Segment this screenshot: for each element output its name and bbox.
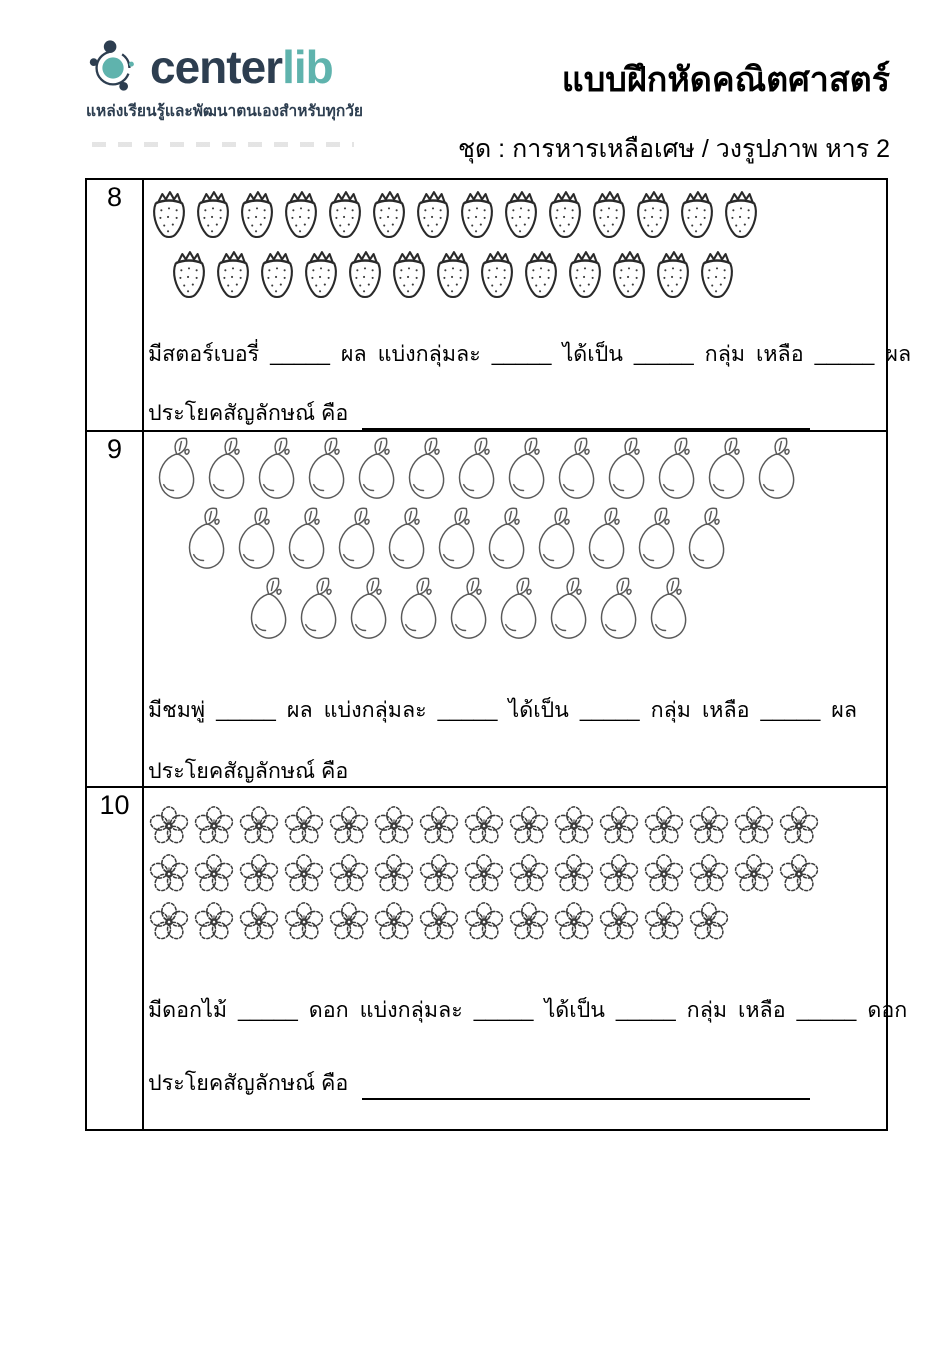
strawberry-icon [588,188,630,244]
problem-number: 8 [87,180,144,430]
strawberry-icon [168,248,210,304]
strawberry-icon [412,188,454,244]
chompoo-icon [152,435,199,503]
strawberry-icon [632,188,674,244]
chompoo-icon [594,575,641,643]
flower-icon [193,852,235,896]
chompoo-icon [232,505,279,573]
flower-icon [463,804,505,848]
strawberry-icon [676,188,718,244]
strawberry-icon [500,188,542,244]
flower-icon [193,804,235,848]
flower-icon [733,804,775,848]
centerlib-logo-icon [84,38,142,96]
strawberry-icon [212,248,254,304]
flower-icon [193,900,235,944]
chompoo-row [182,505,802,573]
flower-icon [733,852,775,896]
flower-icon [508,804,550,848]
strawberry-icon [476,248,518,304]
logo-wordmark [150,41,333,93]
flower-icon [328,804,370,848]
flower-icon [328,852,370,896]
flower-row [148,804,823,848]
flower-icon [598,804,640,848]
chompoo-icon-grid [152,435,802,645]
symbol-label: ประโยคสัญลักษณ์ คือ [148,401,349,425]
problem-10-sentence: มีดอกไม้ _____ ดอก แบ่งกลุ่มละ _____ ได้เป็น _____ กลุ่ม เหลือ _____ ดอก [148,998,908,1022]
flower-icon [688,804,730,848]
strawberry-icon [456,188,498,244]
problem-number: 10 [87,788,144,1129]
problem-row-8 [87,180,912,432]
chompoo-icon [244,575,291,643]
flower-icon [643,900,685,944]
flower-icon [418,900,460,944]
strawberry-icon [388,248,430,304]
flower-icon [643,852,685,896]
chompoo-row [244,575,802,643]
chompoo-icon [182,505,229,573]
chompoo-icon [252,435,299,503]
strawberry-row [168,248,764,304]
flower-icon [418,852,460,896]
problem-8-symbol-line [148,396,810,430]
faded-print-artifact [92,142,354,147]
strawberry-icon [432,248,474,304]
strawberry-icon [696,248,738,304]
answer-blank-line [362,404,810,430]
chompoo-icon [282,505,329,573]
chompoo-icon [682,505,729,573]
strawberry-icon [720,188,762,244]
chompoo-icon [444,575,491,643]
flower-icon [553,852,595,896]
flower-icon [148,900,190,944]
strawberry-icon-grid [148,188,764,308]
symbol-label: ประโยคสัญลักษณ์ คือ [148,1071,349,1095]
flower-icon [238,804,280,848]
chompoo-icon [452,435,499,503]
strawberry-icon [280,188,322,244]
flower-icon [508,900,550,944]
problem-row-10 [87,788,908,1129]
flower-icon [283,900,325,944]
chompoo-icon [702,435,749,503]
chompoo-icon [532,505,579,573]
problem-8-content [144,180,912,430]
strawberry-icon [324,188,366,244]
logo-tagline: แหล่งเรียนรู้และพัฒนาตนเองสำหรับทุกวัย [86,103,364,120]
problem-9-symbol-line [148,754,810,788]
flower-icon [598,852,640,896]
flower-icon [598,900,640,944]
problem-10-content [144,788,908,1129]
chompoo-icon [394,575,441,643]
strawberry-icon [608,248,650,304]
flower-icon [373,900,415,944]
flower-icon [283,804,325,848]
strawberry-icon [236,188,278,244]
strawberry-icon [652,248,694,304]
strawberry-icon [192,188,234,244]
flower-icon [373,852,415,896]
flower-icon [778,804,820,848]
chompoo-icon [202,435,249,503]
chompoo-icon [294,575,341,643]
chompoo-icon [352,435,399,503]
chompoo-icon [482,505,529,573]
strawberry-icon [520,248,562,304]
strawberry-icon [344,248,386,304]
chompoo-icon [502,435,549,503]
flower-icon [778,852,820,896]
chompoo-icon [602,435,649,503]
problem-10-symbol-line [148,1066,810,1100]
chompoo-icon [582,505,629,573]
flower-icon [373,804,415,848]
chompoo-icon [652,435,699,503]
chompoo-icon [402,435,449,503]
chompoo-icon [494,575,541,643]
problem-row-9 [87,432,886,788]
page-title: แบบฝึกหัดคณิตศาสตร์ [561,61,890,99]
flower-icon [238,852,280,896]
problem-8-sentence: มีสตอร์เบอรี่ _____ ผล แบ่งกลุ่มละ _____ ได้เป็น _____ กลุ่ม เหลือ _____ ผล [148,342,912,366]
flower-icon [688,900,730,944]
answer-blank-line [362,1074,810,1100]
logo-word-center: center [150,41,283,93]
answer-blank-line [362,762,810,788]
flower-icon [148,804,190,848]
flower-row [148,900,823,944]
chompoo-icon [644,575,691,643]
flower-icon [508,852,550,896]
chompoo-icon [544,575,591,643]
flower-icon-grid [148,804,823,948]
flower-icon [328,900,370,944]
strawberry-icon [256,248,298,304]
strawberry-icon [544,188,586,244]
chompoo-icon [332,505,379,573]
logo-word-lib: lib [282,41,333,93]
chompoo-icon [302,435,349,503]
flower-icon [463,900,505,944]
centerlib-logo [84,38,333,96]
flower-icon [553,804,595,848]
flower-icon [553,900,595,944]
flower-icon [643,804,685,848]
chompoo-icon [752,435,799,503]
strawberry-row [148,188,764,244]
flower-row [148,852,823,896]
strawberry-icon [148,188,190,244]
flower-icon [463,852,505,896]
strawberry-icon [368,188,410,244]
worksheet-set-subtitle: ชุด : การหารเหลือเศษ / วงรูปภาพ หาร 2 [458,135,890,163]
problem-9-sentence: มีชมพู่ _____ ผล แบ่งกลุ่มละ _____ ได้เป็น _____ กลุ่ม เหลือ _____ ผล [148,698,858,722]
flower-icon [283,852,325,896]
flower-icon [148,852,190,896]
flower-icon [238,900,280,944]
symbol-label: ประโยคสัญลักษณ์ คือ [148,759,349,783]
chompoo-icon [552,435,599,503]
chompoo-icon [382,505,429,573]
worksheet-table [85,178,912,1131]
chompoo-row [152,435,802,503]
problem-9-content [144,432,886,786]
flower-icon [688,852,730,896]
flower-icon [418,804,460,848]
strawberry-icon [300,248,342,304]
chompoo-icon [432,505,479,573]
strawberry-icon [564,248,606,304]
problem-number: 9 [87,432,144,786]
chompoo-icon [632,505,679,573]
chompoo-icon [344,575,391,643]
